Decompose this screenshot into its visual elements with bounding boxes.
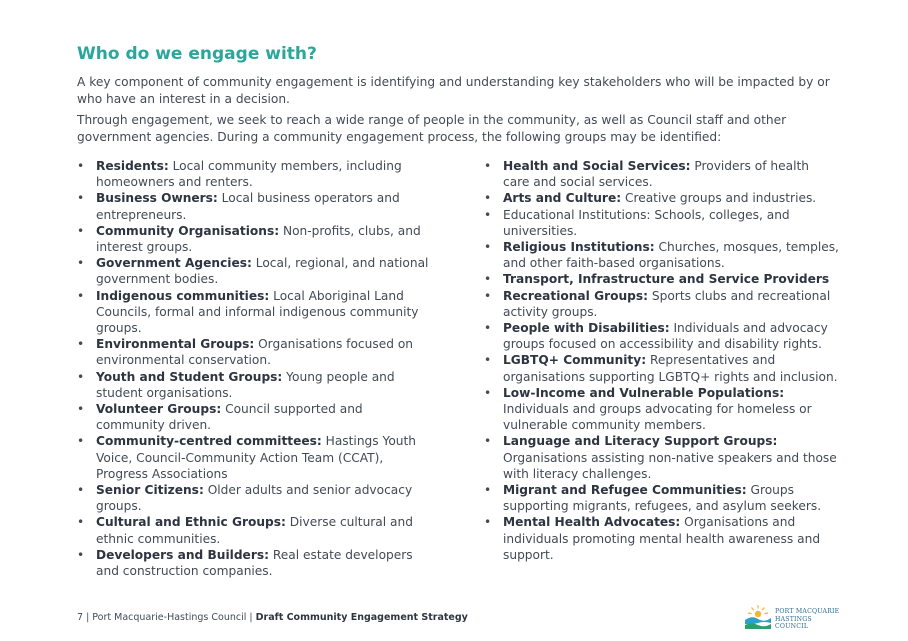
bullet-marker: • (484, 434, 492, 449)
list-item (484, 288, 839, 320)
list-item-description: Sports clubs and recreational activity groups. (503, 288, 831, 319)
list-item-description: Local business operators and entrepreneurs. (96, 191, 400, 222)
footer-separator: | (246, 612, 256, 623)
list-item-description: Representatives and organisations supporting LGBTQ+ rights and inclusion. (503, 353, 838, 384)
list-item-description: Local, regional, and national government bodies. (96, 256, 429, 287)
bullet-marker: • (77, 434, 85, 449)
bullet-marker: • (484, 321, 492, 336)
list-item-term: Senior Citizens: (96, 483, 204, 498)
list-item (484, 482, 839, 514)
bullet-marker: • (77, 483, 85, 498)
list-item-description: Non-profits, clubs, and interest groups. (96, 223, 421, 255)
bullet-marker: • (484, 191, 492, 206)
list-item-term: Environmental Groups: (96, 337, 255, 352)
bullet-marker: • (77, 337, 85, 352)
list-item-term: Transport, Infrastructure and Service Providers (503, 272, 830, 287)
list-item-description: Groups supporting migrants, refugees, and asylum seekers. (503, 483, 822, 514)
list-item-term: Business Owners: (96, 191, 218, 206)
stakeholder-list-right (484, 158, 839, 563)
bullet-marker: • (77, 515, 85, 530)
bullet-marker: • (77, 547, 85, 562)
bullet-marker: • (484, 515, 492, 530)
list-item (484, 158, 839, 190)
bullet-marker: • (77, 288, 85, 303)
list-item (77, 433, 435, 482)
list-item-description: Local community members, including homeowners and renters. (96, 159, 402, 190)
list-item-description: Real estate developers and construction companies. (96, 547, 413, 579)
list-item-description: Educational Institutions: Schools, colleges, and universities. (503, 207, 790, 238)
list-item (77, 514, 435, 546)
list-item-description: Diverse cultural and ethnic communities. (96, 515, 413, 546)
bullet-marker: • (77, 402, 85, 417)
list-item-description: Churches, mosques, temples, and other faith-based organisations. (503, 240, 839, 271)
list-item-term: Community Organisations: (96, 223, 280, 238)
list-item-description: Individuals and advocacy groups focused on accessibility and disability rights. (503, 321, 828, 352)
footer-separator: | (83, 612, 93, 623)
council-logo (744, 604, 844, 630)
list-item (484, 239, 839, 271)
page-number: 7 (77, 612, 84, 623)
list-item-term: People with Disabilities: (503, 321, 670, 336)
list-item (484, 385, 839, 434)
page-footer (77, 612, 468, 623)
list-item (77, 482, 435, 514)
bullet-marker: • (77, 223, 85, 238)
list-item-description: Organisations and individuals promoting mental health awareness and support. (503, 515, 821, 562)
list-item-term: Health and Social Services: (503, 159, 691, 173)
bullet-marker: • (77, 369, 85, 384)
list-item-description: Council supported and community driven. (96, 402, 363, 433)
list-item-description: Older adults and senior advocacy groups. (96, 483, 413, 514)
list-item-term: Arts and Culture: (503, 191, 622, 206)
bullet-marker: • (484, 483, 492, 498)
section-heading: Who do we engage with? (77, 44, 317, 64)
list-item-term: Indigenous communities: (96, 288, 270, 303)
list-item-description: Organisations assisting non-native speakers and those with literacy challenges. (503, 450, 837, 481)
list-item-description: Creative groups and industries. (621, 191, 817, 206)
list-item (484, 190, 839, 206)
list-item (77, 190, 435, 222)
list-item-term: Community-centred committees: (96, 434, 322, 449)
list-item-term: Mental Health Advocates: (503, 515, 681, 530)
list-item-term: Religious Institutions: (503, 240, 655, 255)
list-item-description: Providers of health care and social services. (503, 159, 809, 190)
list-item (484, 320, 839, 352)
list-item-term: Government Agencies: (96, 256, 252, 271)
list-item (484, 352, 839, 384)
list-item-description: Local Aboriginal Land Councils, formal and informal indigenous community groups. (96, 288, 419, 336)
bullet-marker: • (77, 191, 85, 206)
list-item-term: Youth and Student Groups: (96, 369, 283, 384)
footer-organisation: Port Macquarie-Hastings Council (92, 612, 247, 623)
footer-document-title: Draft Community Engagement Strategy (255, 612, 468, 623)
bullet-marker: • (484, 288, 492, 303)
list-item-description: Hastings Youth Voice, Council-Community Action Team (CCAT), Progress Associations (96, 434, 417, 481)
bullet-marker: • (484, 240, 492, 255)
list-item-term: Language and Literacy Support Groups: (503, 434, 778, 449)
list-item (484, 207, 839, 239)
bullet-marker: • (484, 353, 492, 368)
stakeholder-list-left (77, 158, 435, 579)
list-item-term: Developers and Builders: (96, 547, 269, 562)
logo-line-1: PORT MACQUARIE (775, 608, 840, 615)
list-item (77, 369, 435, 401)
intro-paragraph-1: A key component of community engagement is identifying and understanding key stakeholders who will be impacted by or who have an interest in a decision. (77, 75, 830, 106)
list-item-term: Cultural and Ethnic Groups: (96, 515, 286, 530)
list-item (77, 255, 435, 287)
council-logo-text (775, 608, 844, 631)
bullet-marker: • (484, 385, 492, 400)
list-item (77, 547, 435, 579)
list-item-term: Migrant and Refugee Communities: (503, 483, 747, 498)
intro-paragraph-2: Through engagement, we seek to reach a wide range of people in the community, as well as Council staff and other government agencies. During a community engagement process, the following groups may be identified: (77, 113, 787, 144)
list-item (77, 223, 435, 255)
list-item-term: Recreational Groups: (503, 288, 648, 303)
bullet-marker: • (77, 159, 85, 173)
list-item (77, 288, 435, 337)
list-item (77, 401, 435, 433)
bullet-marker: • (77, 256, 85, 271)
list-item (77, 336, 435, 368)
bullet-marker: • (484, 207, 492, 222)
list-item-term: Residents: (96, 159, 169, 173)
list-item-description: Young people and student organisations. (96, 369, 395, 400)
list-item (77, 158, 435, 190)
list-item-term: Volunteer Groups: (96, 402, 222, 417)
list-item (484, 433, 839, 482)
list-item-description: Organisations focused on environmental conservation. (96, 337, 413, 368)
bullet-marker: • (484, 272, 492, 287)
bullet-marker: • (484, 159, 492, 173)
list-item (484, 271, 839, 287)
list-item-term: LGBTQ+ Community: (503, 353, 647, 368)
list-item-description: Individuals and groups advocating for homeless or vulnerable community members. (503, 402, 812, 433)
list-item (484, 514, 839, 563)
council-logo-icon (744, 604, 772, 630)
list-item-term: Low-Income and Vulnerable Populations: (503, 385, 785, 400)
logo-line-2: HASTINGS COUNCIL (775, 615, 812, 630)
